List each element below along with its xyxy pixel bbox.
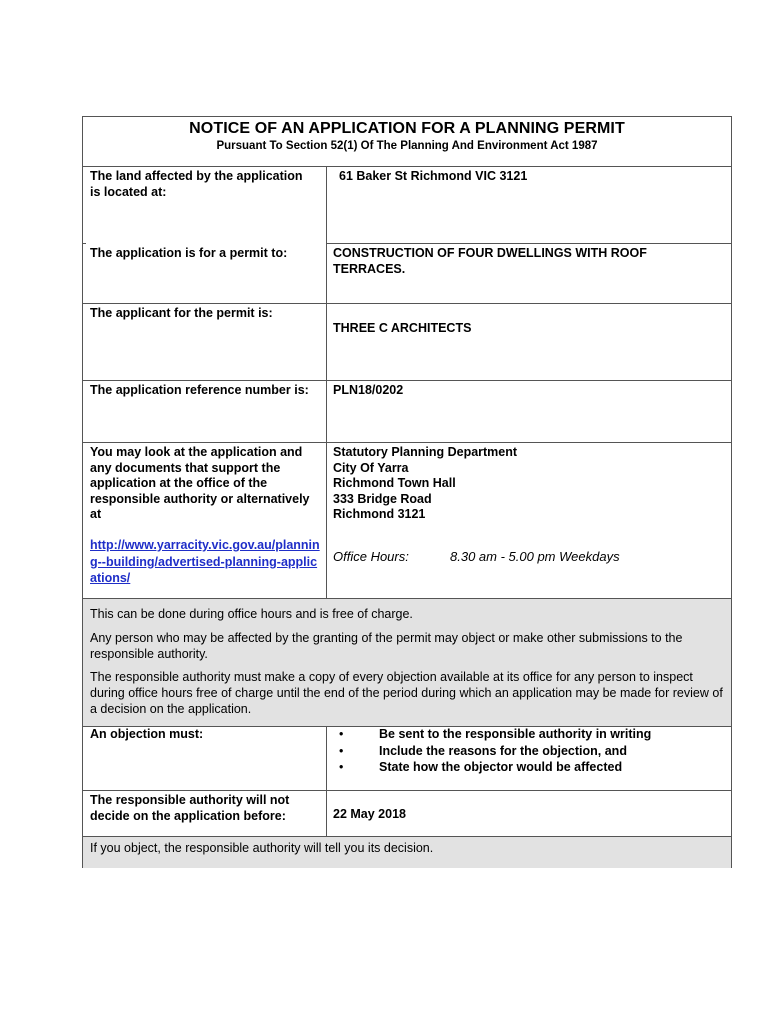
- reference-label: The application reference number is:: [90, 383, 309, 397]
- divider: [83, 243, 86, 244]
- office-line: City Of Yarra: [333, 460, 409, 475]
- divider: [83, 380, 731, 381]
- reference-number: PLN18/0202: [333, 383, 404, 397]
- office-hours-label: Office Hours:: [333, 549, 409, 564]
- note-objection-right: Any person who may be affected by the granting of the permit may object or make other submissions to the responsible authority.: [90, 631, 683, 661]
- divider: [83, 166, 731, 167]
- bullet-icon: •: [339, 727, 344, 741]
- advertised-applications-link[interactable]: [90, 537, 324, 587]
- office-line: Statutory Planning Department: [333, 445, 518, 459]
- list-item: • Include the reasons for the objection, and: [339, 743, 627, 758]
- land-address: 61 Baker St Richmond VIC 3121: [339, 169, 528, 183]
- note-copy-available: The responsible authority must make a copy of every objection available at its office for any person to inspect during office hours free of charge until the end of the period during which an application may be made for review of a decision on the application.: [90, 670, 723, 716]
- divider: [83, 303, 731, 304]
- inspect-label: You may look at the application and any documents that support the application at the office of the responsible authority or alternatively at: [90, 445, 310, 521]
- objection-label: An objection must:: [90, 727, 204, 741]
- bullet-icon: •: [339, 743, 344, 758]
- notice-title: NOTICE OF AN APPLICATION FOR A PLANNING PERMIT: [189, 120, 625, 137]
- divider: [83, 790, 731, 791]
- office-line: 333 Bridge Road: [333, 491, 432, 506]
- office-address: [333, 445, 713, 523]
- applicant-name: THREE C ARCHITECTS: [333, 321, 472, 335]
- permit-description: CONSTRUCTION OF FOUR DWELLINGS WITH ROOF TERRACES.: [333, 246, 647, 276]
- decision-date: 22 May 2018: [333, 807, 406, 821]
- decision-notice-panel: [83, 837, 731, 868]
- column-divider: [326, 726, 327, 836]
- applicant-label: The applicant for the permit is:: [90, 306, 273, 320]
- note-free-of-charge: This can be done during office hours and is free of charge.: [90, 607, 413, 621]
- divider: [326, 243, 731, 244]
- bullet-icon: •: [339, 760, 344, 774]
- office-line: Richmond 3121: [333, 507, 426, 521]
- column-divider: [326, 166, 327, 598]
- notes-panel: [83, 599, 731, 726]
- planning-notice-document: [82, 116, 732, 868]
- office-line: Richmond Town Hall: [333, 476, 456, 490]
- objection-requirements: [333, 727, 728, 777]
- link-text[interactable]: http://www.yarracity.vic.gov.au/planning--building/advertised-planning-applications/: [90, 538, 320, 585]
- note-decision-notice: If you object, the responsible authority will tell you its decision.: [90, 841, 434, 855]
- office-hours-value: 8.30 am - 5.00 pm Weekdays: [450, 549, 620, 564]
- list-item: • State how the objector would be affected: [339, 760, 623, 774]
- permit-label: The application is for a permit to:: [90, 246, 288, 260]
- notice-subtitle: Pursuant To Section 52(1) Of The Planning And Environment Act 1987: [216, 140, 598, 152]
- divider: [83, 442, 731, 443]
- decision-label: The responsible authority will not decide on the application before:: [90, 793, 290, 823]
- land-label: The land affected by the application is located at:: [90, 169, 303, 199]
- list-item: • Be sent to the responsible authority in writing: [339, 727, 652, 741]
